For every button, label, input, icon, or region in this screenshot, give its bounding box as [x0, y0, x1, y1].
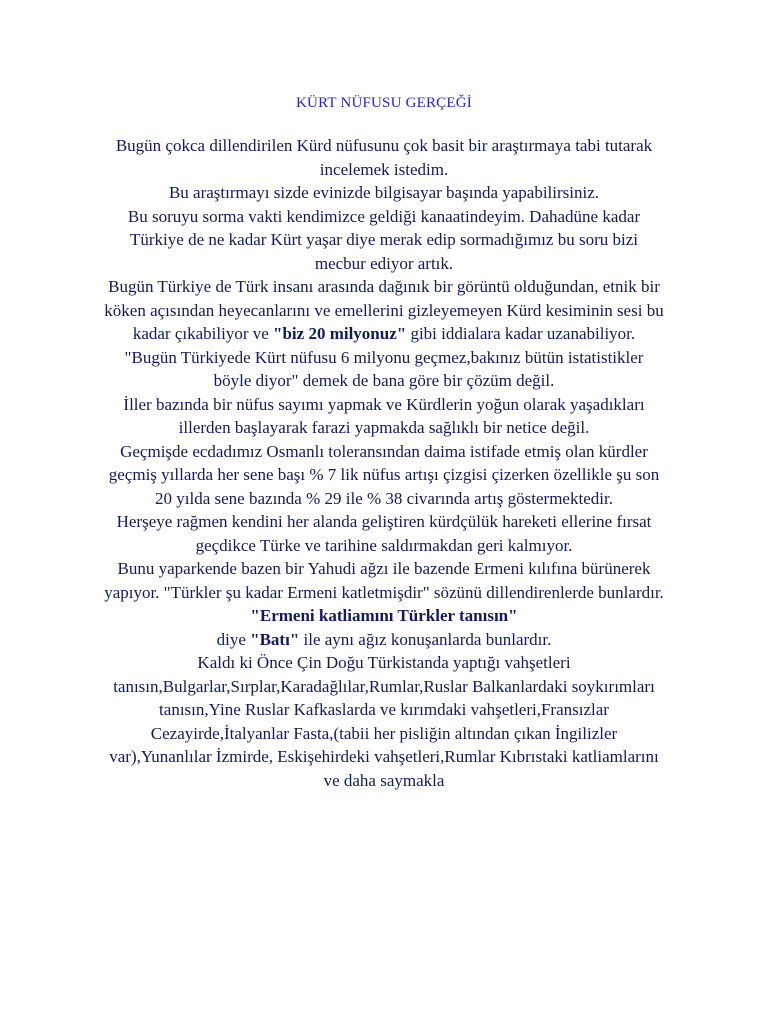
paragraph-research: Bu araştırmayı sizde evinizde bilgisayar başında yapabilirsiniz. [168, 183, 600, 202]
paragraph-census: İller bazında bir nüfus sayımı yapmak ve Kürdlerin yoğun olarak yaşadıkları illerden başlayarak farazi yapmakda sağlıklı bir netice değil. [123, 394, 645, 437]
paragraph-statistics: "Bugün Türkiyede Kürt nüfusu 6 milyonu geçmez,bakınız bütün istatistikler böyle diyor" demek de bana göre bir çözüm değil. [124, 347, 644, 390]
paragraph-intro: Bugün çokca dillendirilen Kürd nüfusunu çok basit bir araştırmaya tabi tutarak incelemek istedim. [115, 136, 653, 179]
paragraph-west-start: diye [216, 629, 246, 649]
west-quote: "Batı" [250, 629, 300, 649]
paragraph-situation-text: Bugün Türkiye de Türk insanı arasında dağınık bir görüntü olduğundan, etnik bir köken açısından heyecanlarını ve emellerini gizleyemeyen Kürd kesiminin sesi bu kadar çıkabiliyor ve [104, 277, 664, 343]
paragraph-growth: Geçmişde ecdadımız Osmanlı toleransından daima istifade etmiş olan kürdler geçmiş yıllarda her sene başı % 7 lik nüfus artışı çizgisi çizerken özellikle şu son 20 yılda sene bazında % 29 ile % 38 civarında artış göstermektedir. [108, 441, 660, 508]
paragraph-question: Bu soruyu sorma vakti kendimizce geldiği kanaatindeyim. Dahadüne kadar Türkiye de ne kadar Kürt yaşar diye merak edip sormadığımız bu soru bizi mecbur ediyor artık. [127, 206, 641, 273]
paragraph-situation [104, 275, 664, 346]
paragraph-armenian: Bunu yaparkende bazen bir Yahudi ağzı ile bazende Ermeni kılıfına bürünerek yapıyor. "Türkler şu kadar Ermeni katletmişdir" sözünü dillendirenlerde bunlardır. [104, 559, 664, 602]
document-title: KÜRT NÜFUSU GERÇEĞİ [296, 95, 472, 111]
paragraph-west-end: ile aynı ağız konuşanlarda bunlardır. [303, 629, 552, 649]
paragraph-west [104, 628, 664, 652]
claim-quote: "biz 20 milyonuz" [273, 324, 407, 343]
paragraph-movement: Herşeye rağmen kendini her alanda geliştiren kürdçülük hareketi ellerine fırsat geçdikce Türke ve tarihine saldırmakdan geri kalmıyor. [116, 512, 652, 555]
paragraph-situation-end: gibi iddialara kadar uzanabiliyor. [410, 324, 636, 343]
document-body [104, 134, 664, 792]
heading-quote: "Ermeni katliamını Türkler tanısın" [250, 606, 518, 625]
paragraph-massacres: Kaldı ki Önce Çin Doğu Türkistanda yaptığı vahşetleri tanısın,Bulgarlar,Sırplar,Karadağlılar,Rumlar,Ruslar Balkanlardaki soykırımları tanısın,Yine Ruslar Kafkaslarda ve kırımdaki vahşetleri,Fransızlar Cezayirde,İtalyanlar Fasta,(tabii her pisliğin altından çıkan İngilizler var),Yunanlılar İzmirde, Eskişehirdeki vahşetleri,Rumlar Kıbrıstaki katliamlarını ve daha saymakla [109, 653, 659, 790]
